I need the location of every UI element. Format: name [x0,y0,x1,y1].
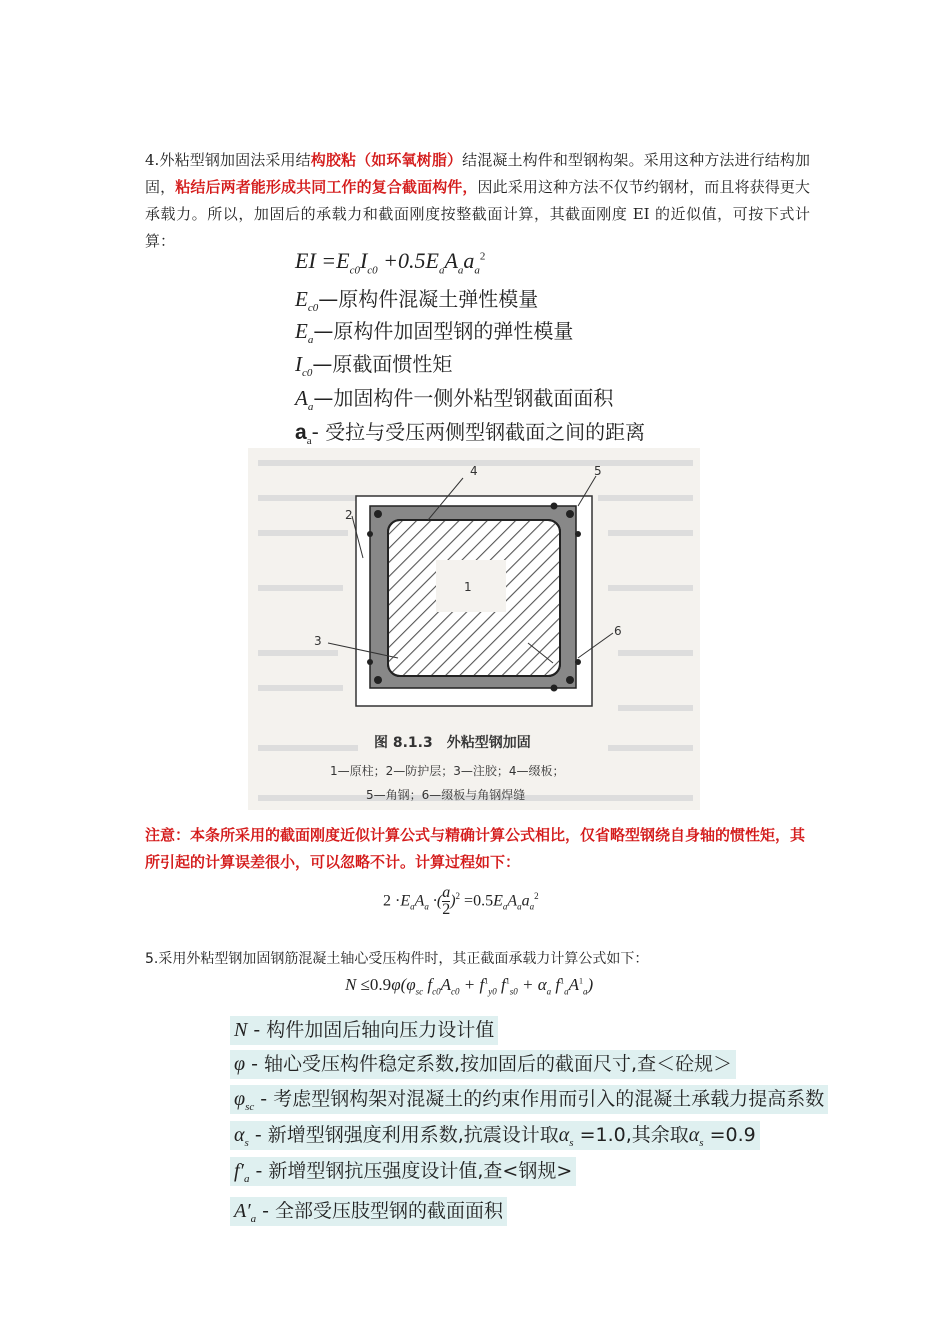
label-4: 4 [470,464,478,478]
label-5: 5 [594,464,602,478]
label-3: 3 [314,634,322,648]
figure-legend-line1: 1—原柱；2—防护层；3—注胶；4—缀板； [330,764,565,778]
symbol-N: N - 构件加固后轴向压力设计值 [230,1016,498,1045]
symbol-Aa-prime: $A'_a$ - 全部受压肢型钢的截面面积 [230,1197,507,1226]
symbol-Aa: $A_a—$加固构件一侧外粘型钢截面面积 [295,386,614,413]
figure-8-1-3 [248,448,700,810]
symbol-fa: $f'_a$ - 新增型钢抗压强度设计值,查<钢规> [230,1157,576,1186]
label-6: 6 [614,624,622,638]
column-section-diagram [248,448,700,810]
symbol-phi: φ - 轴心受压构件稳定系数,按加固后的截面尺寸,查＜砼规＞ [230,1050,736,1079]
symbol-alpha-s: $\alpha_s$ - 新增型钢强度利用系数,抗震设计取$\alpha_s =1.0$,其余取$\alpha_s =0.9$ [230,1121,760,1150]
capacity-formula: $N \le 0.9\varphi(\varphi_{sc}$ $f_{c0}A_{c0} + f^1_{y0}$ $f^1_{s0} + \alpha_a$ $f^1_aA^1_a$) [345,975,594,997]
paragraph-5: 5.采用外粘型钢加固钢筋混凝土轴心受压构件时，其正截面承载力计算公式如下： [145,951,649,967]
symbol-Ic0: $I_{c0}—$原截面惯性矩 [295,352,453,379]
symbol-aa: $a_a-$ 受拉与受压两侧型钢截面之间的距离 [295,420,646,447]
derivation-formula: $2 \cdot E_aA_a$ ·( $\frac{a}{2}$ )$^2 =0.5E_aA_aa_a^2$ [383,884,539,919]
figure-legend-line2: 5—角钢；6—缀板与角钢焊缝 [366,788,526,802]
note-paragraph: 注意：本条所采用的截面刚度近似计算公式与精确计算公式相比，仅省略型钢绕自身轴的惯性矩，其所引起的计算误差很小，可以忽略不计。计算过程如下： [145,826,806,871]
label-2: 2 [345,508,353,522]
symbol-phi-sc: $\varphi_{sc}$ - 考虑型钢构架对混凝土的约束作用而引入的混凝土承载力提高系数 [230,1085,828,1114]
figure-caption: 图 8.1.3 外粘型钢加固 [374,735,531,751]
symbol-Ea: $E_a—$原构件加固型钢的弹性模量 [295,319,574,346]
symbol-Ec0: $E_{c0}—$原构件混凝土弹性模量 [295,287,539,314]
label-1: 1 [464,580,472,594]
stiffness-formula: EI $=E_{c0}I_{c0} +0.5E_aA_aa_a^2$ [295,248,486,277]
paragraph-4: 4.外粘型钢加固法采用结构胶粘（如环氧树脂）结混凝土构件和型钢构架。采用这种方法进行结构加固，粘结后两者能形成共同工作的复合截面构件，因此采用这种方法不仅节约钢材，而且将获得更大承载力。所以，加固后的承载力和截面刚度按整截面计算，其截面刚度 EI 的近似值，可按下式计算： [145,151,810,250]
